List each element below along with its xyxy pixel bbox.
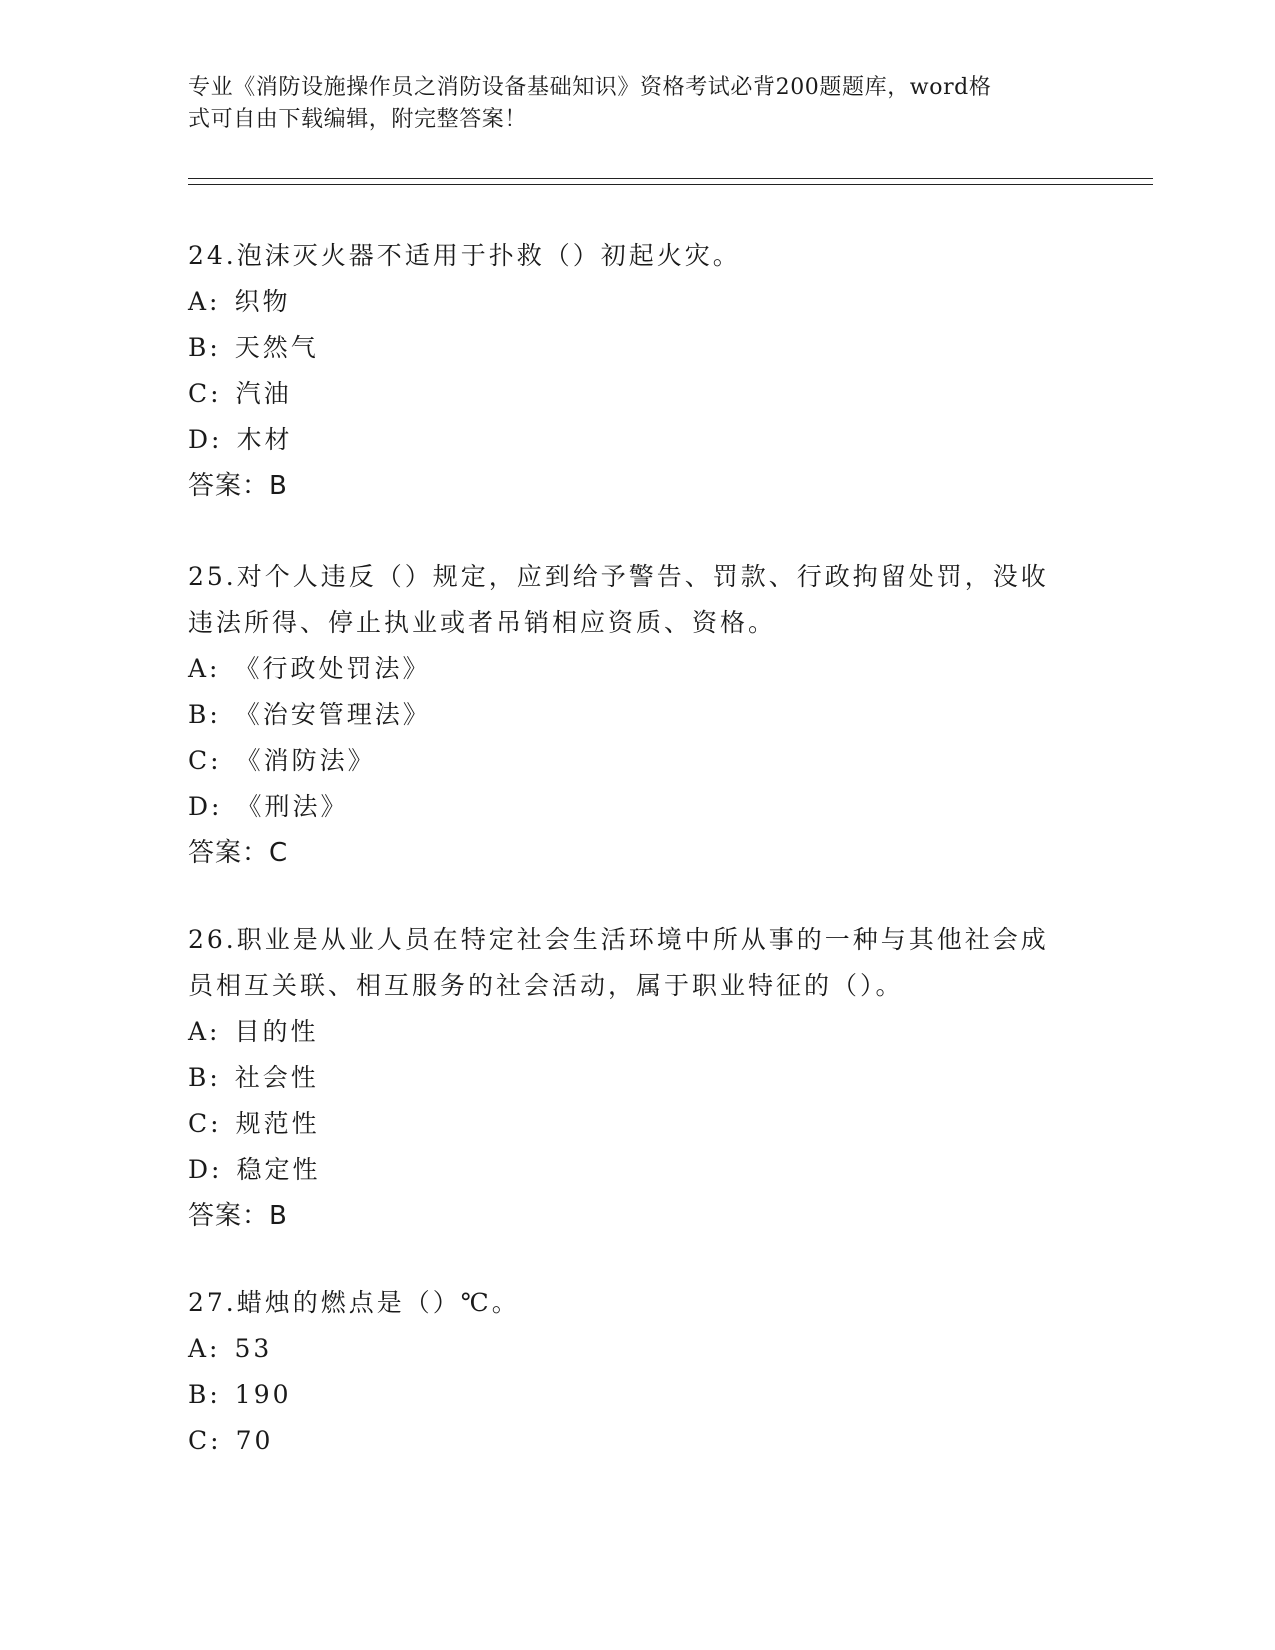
option-text: 目的性 [234, 1017, 319, 1046]
option-a [188, 279, 1088, 325]
header-divider-top [188, 178, 1153, 179]
option-text: 规范性 [235, 1109, 320, 1138]
option-letter: A: [188, 1017, 221, 1046]
option-c [188, 371, 1088, 417]
option-text: 稳定性 [236, 1155, 321, 1184]
option-text: 社会性 [234, 1063, 319, 1092]
answer-line: 答案：B [188, 1201, 288, 1231]
option-b [188, 692, 1088, 738]
option-text: 190 [234, 1380, 292, 1409]
document-header [188, 72, 1088, 136]
option-letter: C: [188, 1109, 222, 1138]
option-letter: C: [188, 379, 222, 408]
option-letter: B: [188, 1380, 221, 1409]
option-d [188, 784, 1088, 830]
option-c [188, 738, 1088, 784]
option-letter: D: [188, 1155, 223, 1184]
option-a [188, 1326, 1088, 1372]
question-stem [188, 233, 1088, 279]
option-letter: C: [188, 746, 222, 775]
option-letter: D: [188, 792, 223, 821]
option-text: 《行政处罚法》 [234, 654, 431, 683]
option-text: 《消防法》 [235, 746, 376, 775]
question-stem [188, 1280, 1088, 1326]
header-line-1: 专业《消防设施操作员之消防设备基础知识》资格考试必背200题题库，word格 [188, 75, 992, 100]
option-letter: B: [188, 1063, 221, 1092]
question-26 [188, 917, 1088, 1239]
answer-line: 答案：C [188, 838, 289, 868]
option-b [188, 325, 1088, 371]
option-text: 《治安管理法》 [234, 700, 431, 729]
option-text: 《刑法》 [236, 792, 349, 821]
option-d [188, 417, 1088, 463]
question-stem-line: 24.泡沫灭火器不适用于扑救（）初起火灾。 [188, 241, 741, 270]
header-divider-bottom [188, 184, 1153, 185]
option-text: 53 [234, 1334, 273, 1363]
option-text: 汽油 [235, 379, 292, 408]
question-stem-line: 26.职业是从业人员在特定社会生活环境中所从事的一种与其他社会成 [188, 925, 1049, 954]
option-text: 天然气 [234, 333, 319, 362]
option-a [188, 646, 1088, 692]
option-text: 织物 [234, 287, 291, 316]
option-letter: D: [188, 425, 223, 454]
question-27 [188, 1280, 1088, 1464]
option-letter: C: [188, 1426, 222, 1455]
question-stem-line: 违法所得、停止执业或者吊销相应资质、资格。 [188, 608, 777, 637]
question-stem-line: 27.蜡烛的燃点是（）℃。 [188, 1288, 520, 1317]
option-letter: A: [188, 654, 221, 683]
option-letter: B: [188, 700, 221, 729]
question-stem-line: 25.对个人违反（）规定，应到给予警告、罚款、行政拘留处罚，没收 [188, 562, 1049, 591]
option-text: 木材 [236, 425, 293, 454]
option-text: 70 [235, 1426, 274, 1455]
option-b [188, 1372, 1088, 1418]
option-a [188, 1009, 1088, 1055]
answer-line: 答案：B [188, 471, 288, 501]
question-24 [188, 233, 1088, 509]
question-stem-line: 员相互关联、相互服务的社会活动，属于职业特征的（）。 [188, 971, 904, 1000]
question-25 [188, 554, 1088, 876]
option-letter: A: [188, 1334, 221, 1363]
option-b [188, 1055, 1088, 1101]
option-c [188, 1101, 1088, 1147]
option-d [188, 1147, 1088, 1193]
option-c [188, 1418, 1088, 1464]
option-letter: A: [188, 287, 221, 316]
option-letter: B: [188, 333, 221, 362]
question-stem [188, 554, 1088, 646]
question-stem [188, 917, 1088, 1009]
header-line-2: 式可自由下载编辑，附完整答案！ [188, 107, 528, 132]
